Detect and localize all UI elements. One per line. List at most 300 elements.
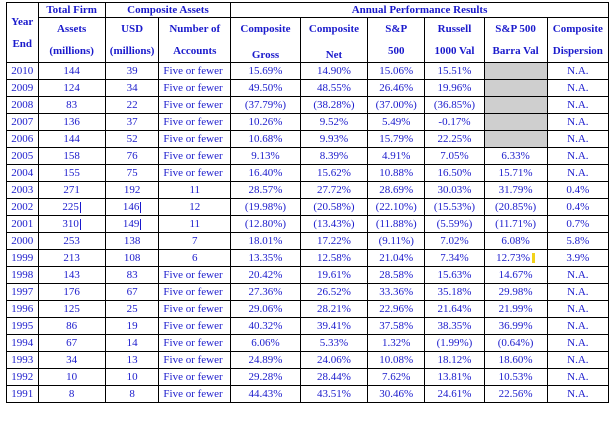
usd-assets-cell — [105, 216, 159, 233]
firm-assets-cell-text: 253 — [63, 235, 80, 247]
sp500-cell-text: 33.36% — [379, 286, 414, 298]
usd-assets-cell-text: 34 — [126, 82, 138, 94]
russell-1000-val-cell-text: 15.51% — [437, 65, 472, 77]
composite-gross-cell-text: 13.35% — [248, 252, 283, 264]
table-row — [7, 233, 609, 250]
year-cell — [7, 301, 39, 318]
firm-assets-cell — [38, 335, 105, 352]
composite-net-cell-text: 17.22% — [317, 235, 351, 247]
russell-1000-val-cell — [425, 131, 484, 148]
sp500-barra-val-cell — [484, 369, 547, 386]
accounts-cell-text: Five or fewer — [163, 99, 223, 111]
firm-assets-cell — [38, 250, 105, 267]
firm-assets-cell-text: 225 — [62, 201, 79, 213]
composite-net-cell — [300, 386, 367, 403]
table-row — [7, 216, 609, 233]
russell-1000-val-cell-text: 24.61% — [437, 388, 472, 400]
composite-gross-cell-text: 24.89% — [248, 354, 283, 366]
year-cell — [7, 352, 39, 369]
composite-net-cell-text: 9.52% — [319, 116, 349, 128]
cursor-mark — [140, 219, 141, 230]
russell-header-2: 1000 Val — [425, 40, 484, 63]
usd-assets-cell — [105, 97, 159, 114]
usd-assets-cell — [105, 301, 159, 318]
accounts-cell-text: Five or fewer — [163, 371, 223, 383]
sp500-cell-text: 21.04% — [379, 252, 414, 264]
table-row — [7, 352, 609, 369]
dispersion-cell — [547, 284, 608, 301]
composite-gross-cell-text: 28.57% — [248, 184, 283, 196]
usd-assets-cell-text: 76 — [126, 150, 138, 162]
year-cell-text: 1995 — [11, 320, 34, 332]
dispersion-cell — [547, 352, 608, 369]
table-row — [7, 63, 609, 80]
usd-assets-cell — [105, 318, 159, 335]
russell-1000-val-cell — [425, 386, 484, 403]
sp500-barra-val-cell — [484, 97, 547, 114]
composite-net-cell-text: 9.93% — [319, 133, 349, 145]
accounts-cell-text: 12 — [189, 201, 201, 213]
dispersion-cell-text: N.A. — [567, 320, 589, 332]
firm-assets-cell-text: 176 — [63, 286, 80, 298]
year-cell-text: 1998 — [11, 269, 34, 281]
firm-assets-cell-text: 124 — [63, 82, 80, 94]
russell-1000-val-cell-text: 18.12% — [437, 354, 472, 366]
firm-assets-cell-text: 125 — [63, 303, 80, 315]
firm-assets-cell-text: 10 — [66, 371, 78, 383]
sp500-cell — [368, 352, 425, 369]
accounts-cell — [159, 114, 231, 131]
russell-1000-val-cell-text: 16.50% — [437, 167, 472, 179]
dispersion-cell — [547, 335, 608, 352]
composite-net-header-1: Composite — [300, 18, 367, 41]
dispersion-cell — [547, 165, 608, 182]
firm-assets-cell — [38, 148, 105, 165]
usd-assets-cell-text: 108 — [123, 252, 141, 264]
sp500-barra-val-cell — [484, 216, 547, 233]
usd-assets-cell-text: 22 — [126, 99, 138, 111]
dispersion-cell — [547, 131, 608, 148]
performance-table — [6, 2, 609, 403]
composite-gross-cell — [231, 233, 301, 250]
usd-assets-cell-text: 52 — [126, 133, 138, 145]
year-cell-text: 1997 — [11, 286, 34, 298]
dispersion-cell — [547, 386, 608, 403]
sp500-cell — [368, 335, 425, 352]
year-cell-text: 2001 — [11, 218, 34, 230]
dispersion-cell-text: N.A. — [567, 371, 589, 383]
composite-net-cell — [300, 318, 367, 335]
dispersion-cell-text: 0.4% — [566, 184, 590, 196]
sp500-cell-text: 10.88% — [379, 167, 414, 179]
firm-assets-cell — [38, 284, 105, 301]
year-end-header — [7, 3, 39, 63]
sp500-cell — [368, 216, 425, 233]
accounts-cell-text: Five or fewer — [163, 133, 223, 145]
year-cell — [7, 335, 39, 352]
accounts-cell-text: Five or fewer — [163, 320, 223, 332]
accounts-cell-text: Five or fewer — [163, 167, 223, 179]
sp500-cell-text: 28.58% — [379, 269, 414, 281]
dispersion-cell-text: N.A. — [567, 286, 589, 298]
sp500-barra-val-cell-text: 6.33% — [501, 150, 530, 162]
usd-assets-cell — [105, 199, 159, 216]
dispersion-cell-text: N.A. — [567, 82, 589, 94]
year-cell — [7, 267, 39, 284]
year-cell-text: 2009 — [11, 82, 34, 94]
russell-1000-val-cell — [425, 114, 484, 131]
accounts-cell-text: Five or fewer — [163, 150, 223, 162]
accounts-cell-text: 6 — [192, 252, 198, 264]
accounts-cell — [159, 318, 231, 335]
millions-header: (millions) — [38, 40, 105, 63]
composite-net-cell — [300, 250, 367, 267]
russell-1000-val-cell-text: (36.85%) — [433, 99, 476, 111]
composite-net-cell-text: 48.55% — [317, 82, 351, 94]
firm-assets-cell-text: 144 — [63, 65, 80, 77]
accounts-cell-text: Five or fewer — [163, 388, 223, 400]
accounts-cell-text: Five or fewer — [163, 303, 223, 315]
sp500-barra-val-cell-text: (20.85%) — [494, 201, 537, 213]
russell-1000-val-cell — [425, 267, 484, 284]
composite-gross-cell — [231, 97, 301, 114]
year-cell — [7, 233, 39, 250]
composite-gross-cell — [231, 80, 301, 97]
table-row — [7, 301, 609, 318]
sp500-cell-text: 37.58% — [379, 320, 414, 332]
composite-net-cell — [300, 80, 367, 97]
composite-gross-cell — [231, 216, 301, 233]
russell-1000-val-cell — [425, 250, 484, 267]
table-row — [7, 386, 609, 403]
composite-net-cell-text: 15.62% — [317, 167, 351, 179]
year-cell — [7, 97, 39, 114]
composite-net-cell-text: 5.33% — [319, 337, 349, 349]
usd-assets-cell-text: 75 — [126, 167, 138, 179]
year-cell-text: 1991 — [11, 388, 34, 400]
usd-assets-cell-text: 149 — [122, 218, 140, 230]
composite-gross-cell-text: 20.42% — [248, 269, 283, 281]
composite-gross-cell-text: (37.79%) — [244, 99, 287, 111]
accounts-cell — [159, 369, 231, 386]
sp500-cell-text: 15.06% — [379, 65, 414, 77]
cursor-mark — [140, 202, 141, 213]
dispersion-cell — [547, 216, 608, 233]
russell-1000-val-cell-text: 7.34% — [440, 252, 469, 264]
table-body — [7, 63, 609, 403]
russell-1000-val-cell-text: 21.64% — [437, 303, 472, 315]
sp500-barra-val-cell — [484, 250, 547, 267]
cursor-mark — [80, 202, 81, 213]
composite-net-cell-text: 39.41% — [317, 320, 351, 332]
russell-1000-val-cell-text: 7.05% — [440, 150, 469, 162]
accounts-cell-text: Five or fewer — [163, 337, 223, 349]
year-cell — [7, 199, 39, 216]
year-cell-text: 2008 — [11, 99, 34, 111]
composite-gross-cell-text: 44.43% — [248, 388, 283, 400]
sp500-barra-val-cell-text: 6.08% — [501, 235, 530, 247]
composite-net-cell-text: 27.72% — [317, 184, 351, 196]
composite-net-cell — [300, 165, 367, 182]
sp500-cell — [368, 301, 425, 318]
sp500-barra-val-cell-text: 31.79% — [498, 184, 533, 196]
accounts-cell — [159, 335, 231, 352]
firm-assets-cell — [38, 318, 105, 335]
sp500-barra-val-cell — [484, 182, 547, 199]
composite-net-cell-text: 24.06% — [317, 354, 351, 366]
dispersion-cell-text: 5.8% — [566, 235, 590, 247]
accounts-cell-text: Five or fewer — [163, 354, 223, 366]
sp500-barra-val-cell — [484, 284, 547, 301]
usd-assets-cell-text: 10 — [126, 371, 138, 383]
sp500-barra-val-cell — [484, 335, 547, 352]
year-cell-text: 2003 — [11, 184, 34, 196]
composite-net-cell — [300, 284, 367, 301]
firm-assets-cell-text: 86 — [66, 320, 78, 332]
sp500-cell-text: 28.69% — [379, 184, 414, 196]
firm-assets-cell — [38, 182, 105, 199]
year-cell — [7, 63, 39, 80]
firm-assets-cell — [38, 80, 105, 97]
firm-assets-cell-text: 155 — [63, 167, 80, 179]
composite-gross-cell — [231, 335, 301, 352]
composite-net-cell — [300, 63, 367, 80]
accounts-cell — [159, 301, 231, 318]
total-firm-header: Total Firm — [38, 3, 105, 18]
accounts-cell-text: Five or fewer — [163, 269, 223, 281]
composite-gross-cell-text: 18.01% — [248, 235, 283, 247]
sp500-cell-text: 22.96% — [379, 303, 414, 315]
year-cell — [7, 114, 39, 131]
year-cell-text: 2000 — [11, 235, 34, 247]
header-row-3 — [7, 40, 609, 63]
russell-1000-val-cell — [425, 318, 484, 335]
table-row — [7, 165, 609, 182]
accounts-cell — [159, 216, 231, 233]
composite-assets-header: Composite Assets — [105, 3, 230, 18]
composite-net-cell-text: (38.28%) — [313, 99, 355, 111]
sp500-barra-val-cell-text: (11.71%) — [495, 218, 537, 230]
composite-gross-cell — [231, 386, 301, 403]
sp500-barra-val-cell — [484, 352, 547, 369]
year-cell-text: 2005 — [11, 150, 34, 162]
annual-performance-header: Annual Performance Results — [231, 3, 609, 18]
russell-1000-val-cell — [425, 352, 484, 369]
usd-assets-cell-text: 25 — [126, 303, 138, 315]
russell-1000-val-cell — [425, 80, 484, 97]
russell-1000-val-cell-text: 22.25% — [437, 133, 472, 145]
composite-net-header-2: Net — [300, 40, 367, 63]
composite-gross-cell-text: 9.13% — [251, 150, 280, 162]
usd-assets-cell-text: 138 — [123, 235, 141, 247]
sp500-barra-val-cell — [484, 114, 547, 131]
accounts-cell — [159, 131, 231, 148]
assets-header: Assets — [38, 18, 105, 41]
composite-net-cell-text: 26.52% — [317, 286, 351, 298]
russell-1000-val-cell-text: 35.18% — [437, 286, 472, 298]
russell-1000-val-cell-text: -0.17% — [438, 116, 471, 128]
usd-assets-cell-text: 13 — [126, 354, 138, 366]
sp500-barra-val-cell-text: 15.71% — [498, 167, 533, 179]
dispersion-cell — [547, 182, 608, 199]
russell-1000-val-cell — [425, 182, 484, 199]
composite-gross-header-1: Composite — [231, 18, 301, 41]
year-cell-text: 2007 — [11, 116, 34, 128]
table-row — [7, 267, 609, 284]
dispersion-cell-text: N.A. — [567, 150, 589, 162]
dispersion-cell-text: N.A. — [567, 133, 589, 145]
dispersion-cell — [547, 63, 608, 80]
table-row — [7, 80, 609, 97]
accounts-cell — [159, 182, 231, 199]
russell-1000-val-cell-text: (1.99%) — [436, 337, 473, 349]
sp500-cell — [368, 165, 425, 182]
sp500-header-2: Barra Val — [484, 40, 547, 63]
usd-assets-cell-text: 39 — [126, 65, 138, 77]
composite-net-cell — [300, 301, 367, 318]
firm-assets-cell — [38, 216, 105, 233]
russell-1000-val-cell-text: 38.35% — [437, 320, 472, 332]
russell-header-1: Russell — [425, 18, 484, 41]
composite-net-cell — [300, 267, 367, 284]
accounts-cell — [159, 165, 231, 182]
dispersion-cell — [547, 250, 608, 267]
sp500-barra-val-cell-text: (0.64%) — [497, 337, 534, 349]
composite-gross-cell-text: 15.69% — [248, 65, 283, 77]
table-row — [7, 114, 609, 131]
sp500-cell-text: (22.10%) — [375, 201, 417, 213]
year-cell — [7, 148, 39, 165]
table-row — [7, 97, 609, 114]
firm-assets-cell — [38, 386, 105, 403]
composite-net-cell-text: (20.58%) — [313, 201, 355, 213]
year-cell-text: 1992 — [11, 371, 34, 383]
composite-net-cell-text: 19.61% — [317, 269, 351, 281]
dispersion-cell-text: N.A. — [567, 303, 589, 315]
dispersion-cell — [547, 199, 608, 216]
sp500-cell — [368, 63, 425, 80]
sp500-cell-text: 4.91% — [382, 150, 411, 162]
russell-1000-val-cell — [425, 148, 484, 165]
sp500-cell — [368, 318, 425, 335]
sp500-cell-text: 7.62% — [382, 371, 411, 383]
highlight-mark — [532, 253, 535, 263]
composite-gross-cell — [231, 63, 301, 80]
russell-1000-val-cell — [425, 369, 484, 386]
firm-assets-cell — [38, 114, 105, 131]
sp500-barra-val-cell — [484, 199, 547, 216]
russell-1000-val-cell-text: 15.63% — [437, 269, 472, 281]
dispersion-cell — [547, 369, 608, 386]
accounts-cell-text: 11 — [189, 184, 201, 196]
accounts-cell — [159, 97, 231, 114]
table-row — [7, 318, 609, 335]
usd-header: USD — [105, 18, 159, 41]
dispersion-cell-text: N.A. — [567, 167, 589, 179]
composite-net-cell — [300, 233, 367, 250]
firm-assets-cell — [38, 131, 105, 148]
sp500-barra-val-cell-text: 22.56% — [498, 388, 533, 400]
accounts-cell-text: Five or fewer — [163, 65, 223, 77]
composite-gross-cell-text: 29.28% — [248, 371, 283, 383]
composite-gross-cell — [231, 182, 301, 199]
sp500-cell — [368, 267, 425, 284]
accounts-cell — [159, 233, 231, 250]
composite-net-cell-text: (13.43%) — [313, 218, 355, 230]
dispersion-cell-text: N.A. — [567, 337, 589, 349]
composite-gross-cell — [231, 199, 301, 216]
composite-gross-cell-text: 49.50% — [248, 82, 283, 94]
sp500-cell — [368, 250, 425, 267]
table-row — [7, 335, 609, 352]
usd-assets-cell — [105, 335, 159, 352]
composite-gross-cell — [231, 165, 301, 182]
russell-1000-val-cell-text: 19.96% — [437, 82, 472, 94]
firm-assets-cell-text: 8 — [68, 388, 75, 400]
usd-assets-cell — [105, 233, 159, 250]
accounts-cell-text: 7 — [192, 235, 198, 247]
composite-net-cell — [300, 335, 367, 352]
table-row — [7, 148, 609, 165]
usd-assets-cell — [105, 80, 159, 97]
composite-net-cell-text: 43.51% — [317, 388, 351, 400]
usd-assets-cell-text: 14 — [126, 337, 138, 349]
firm-assets-cell-text: 67 — [66, 337, 78, 349]
accounts-cell-text: Five or fewer — [163, 82, 223, 94]
sp500-cell — [368, 369, 425, 386]
accounts-cell — [159, 63, 231, 80]
accounts-cell — [159, 199, 231, 216]
year-cell — [7, 318, 39, 335]
usd-assets-cell-text: 67 — [126, 286, 138, 298]
usd-assets-cell-text: 19 — [126, 320, 138, 332]
table-row — [7, 182, 609, 199]
sp500-cell — [368, 199, 425, 216]
dispersion-cell-text: 0.4% — [566, 201, 590, 213]
usd-assets-cell — [105, 386, 159, 403]
accounts-cell — [159, 267, 231, 284]
dispersion-cell-text: 3.9% — [566, 252, 590, 264]
sp500-barra-val-cell — [484, 267, 547, 284]
sp500-barra-val-cell-text: 10.53% — [498, 371, 533, 383]
sp500-barra-val-cell-text: 12.73% — [496, 252, 531, 264]
usd-assets-cell — [105, 63, 159, 80]
sp500-barra-val-cell — [484, 233, 547, 250]
year-cell — [7, 182, 39, 199]
accounts-cell-text: Five or fewer — [163, 286, 223, 298]
russell-1000-val-cell-text: 30.03% — [437, 184, 472, 196]
year-cell — [7, 165, 39, 182]
accounts-cell — [159, 352, 231, 369]
usd-assets-cell — [105, 369, 159, 386]
usd-assets-cell-text: 83 — [126, 269, 138, 281]
dispersion-cell-text: N.A. — [567, 65, 589, 77]
dispersion-cell — [547, 301, 608, 318]
firm-assets-cell-text: 83 — [66, 99, 78, 111]
sp500-cell-text: 15.79% — [379, 133, 414, 145]
composite-gross-cell-text: (12.80%) — [244, 218, 287, 230]
year-header-label: Year — [11, 15, 34, 28]
composite-net-cell-text: 14.90% — [317, 65, 351, 77]
russell-1000-val-cell — [425, 233, 484, 250]
sp500-barra-val-cell — [484, 131, 547, 148]
russell-1000-val-cell — [425, 216, 484, 233]
composite-gross-cell-text: 10.68% — [248, 133, 283, 145]
accounts-cell-text: 11 — [189, 218, 201, 230]
composite-net-cell — [300, 199, 367, 216]
usd-assets-cell — [105, 267, 159, 284]
dispersion-cell — [547, 80, 608, 97]
